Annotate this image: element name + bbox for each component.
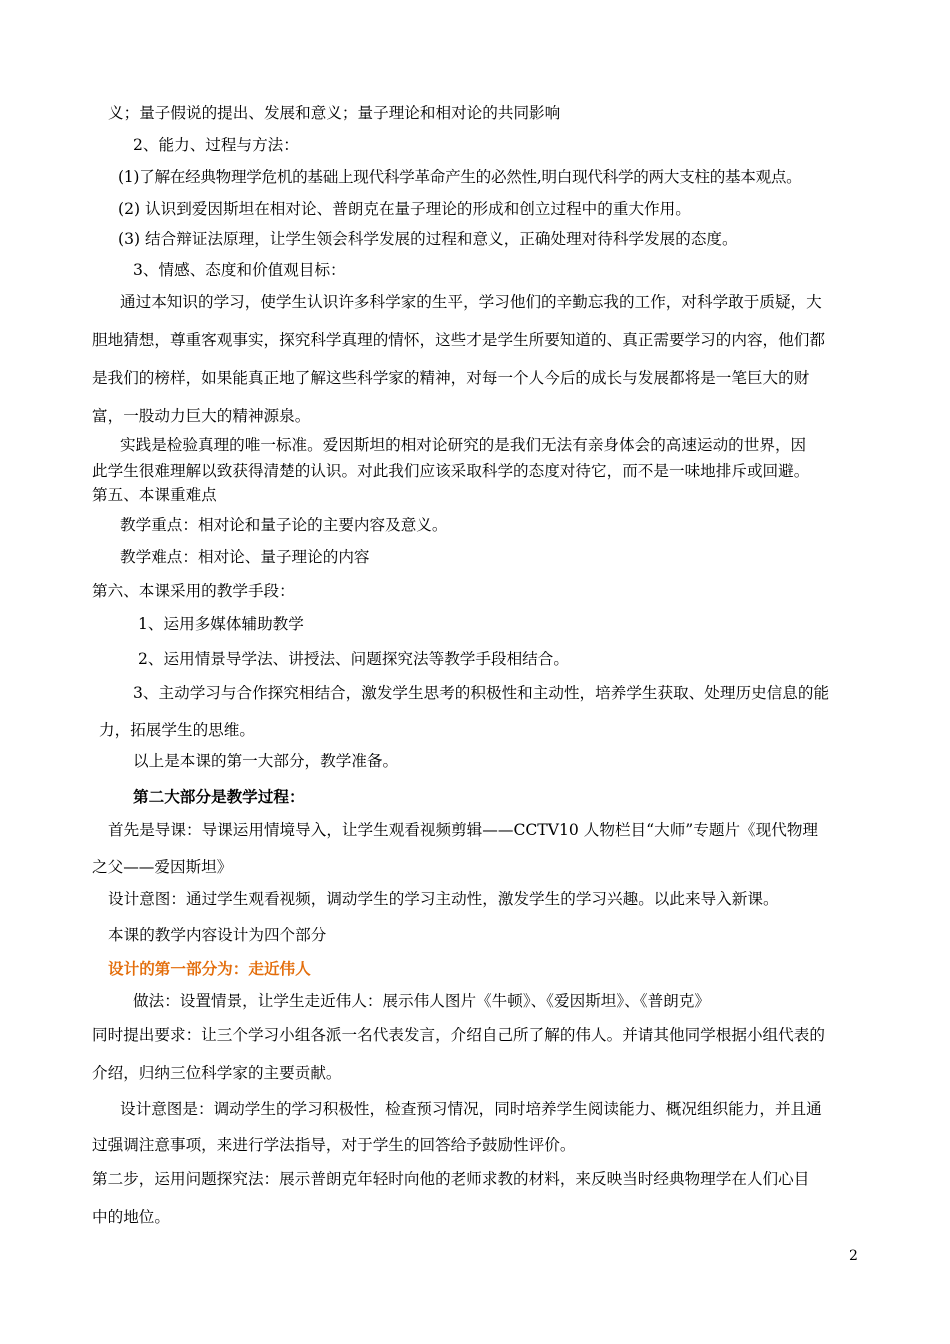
- list-item: (2) 认识到爱因斯坦在相对论、普朗克在量子理论的形成和创立过程中的重大作用。: [118, 200, 691, 218]
- paragraph-line: 胆地猜想，尊重客观事实，探究科学真理的情怀，这些才是学生所要知道的、真正需要学习的内容，他们都: [92, 331, 825, 349]
- text-line: 教学重点：相对论和量子论的主要内容及意义。: [120, 516, 448, 534]
- highlighted-heading: 设计的第一部分为：走近伟人: [108, 959, 311, 978]
- text-line: 设计意图：通过学生观看视频，调动学生的学习主动性，激发学生的学习兴趣。以此来导入新课。: [108, 890, 779, 908]
- text-line: 本课的教学内容设计为四个部分: [108, 926, 327, 944]
- section-heading: 第六、本课采用的教学手段：: [92, 582, 295, 600]
- paragraph-line: 中的地位。: [92, 1208, 170, 1226]
- list-item: 1、运用多媒体辅助教学: [138, 615, 304, 633]
- list-item-continuation: 力，拓展学生的思维。: [99, 721, 255, 739]
- paragraph-line: 首先是导课：导课运用情境导入，让学生观看视频剪辑——CCTV10 人物栏目“大师”专题片《现代物理: [108, 821, 819, 839]
- list-item: 3、主动学习与合作探究相结合，激发学生思考的积极性和主动性，培养学生获取、处理历史信息的能: [133, 684, 830, 702]
- page-number: 2: [849, 1248, 858, 1264]
- paragraph-line: 是我们的榜样，如果能真正地了解这些科学家的精神，对每一个人今后的成长与发展都将是一笔巨大的财: [92, 369, 810, 387]
- section-subheading: 3、情感、态度和价值观目标：: [133, 261, 346, 279]
- list-item: 2、运用情景导学法、讲授法、问题探究法等教学手段相结合。: [138, 650, 569, 668]
- list-item: (3) 结合辩证法原理，让学生领会科学发展的过程和意义，正确处理对待科学发展的态度。: [118, 230, 738, 248]
- paragraph-line: 实践是检验真理的唯一标准。爱因斯坦的相对论研究的是我们无法有亲身体会的高速运动的世界，因: [120, 436, 807, 454]
- paragraph-line: 同时提出要求：让三个学习小组各派一名代表发言，介绍自己所了解的伟人。并请其他同学根据小组代表的: [92, 1026, 825, 1044]
- paragraph-line: 此学生很难理解以致获得清楚的认识。对此我们应该采取科学的态度对待它，而不是一味地排斥或回避。: [92, 462, 810, 480]
- paragraph-line: 过强调注意事项，来进行学法指导，对于学生的回答给予鼓励性评价。: [92, 1136, 576, 1154]
- section-heading: 第五、本课重难点: [92, 486, 217, 504]
- paragraph-line: 富，一股动力巨大的精神源泉。: [92, 407, 311, 425]
- paragraph-line: 第二步，运用问题探究法：展示普朗克年轻时向他的老师求教的材料，来反映当时经典物理学在人们心目: [92, 1170, 810, 1188]
- text-line: 做法：设置情景，让学生走近伟人：展示伟人图片《牛顿》、《爱因斯坦》、《普朗克》: [133, 992, 710, 1010]
- text-line: 以上是本课的第一大部分，教学准备。: [133, 752, 399, 770]
- part-heading: 第二大部分是教学过程：: [133, 787, 305, 806]
- paragraph-line: 介绍，归纳三位科学家的主要贡献。: [92, 1064, 342, 1082]
- list-item: (1)了解在经典物理学危机的基础上现代科学革命产生的必然性,明白现代科学的两大支柱的基本观点。: [118, 168, 802, 186]
- section-subheading: 2、能力、过程与方法：: [133, 136, 299, 154]
- paragraph-line: 通过本知识的学习，使学生认识许多科学家的生平，学习他们的辛勤忘我的工作，对科学敢于质疑，大: [120, 293, 822, 311]
- paragraph-line: 之父——爱因斯坦》: [92, 858, 233, 876]
- paragraph-line: 设计意图是：调动学生的学习积极性，检查预习情况，同时培养学生阅读能力、概况组织能力，并且通: [120, 1100, 822, 1118]
- text-line: 义；量子假说的提出、发展和意义；量子理论和相对论的共同影响: [108, 104, 561, 122]
- text-line: 教学难点：相对论、量子理论的内容: [120, 548, 370, 566]
